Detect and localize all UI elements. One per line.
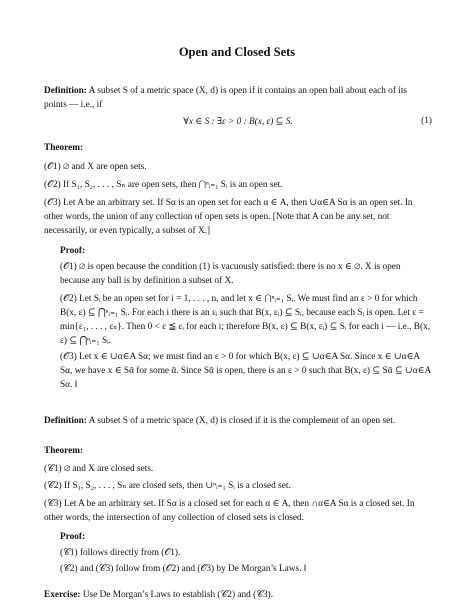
theorem-c3: (𝒞3) Let A be an arbitrary set. If Sα is a closed set for each α ∈ A, then ∩α∈A Sα is a closed set. In other words, the intersection of any collection of closed sets is closed. — [44, 499, 415, 523]
open-definition-label: Definition: — [44, 86, 87, 96]
open-definition-text: A subset S of a metric space (X, d) is open if it contains an open ball about each of its points — i.e., if — [44, 86, 408, 110]
theorem-o2: (𝒪2) If S₁, S₂, . . . , Sₙ are open sets, then ⋂ⁿᵢ₌₁ Sᵢ is an open set. — [44, 180, 283, 190]
proof-o2: (𝒪2) Let Sᵢ be an open set for i = 1, . . . , n, and let x ∈ ⋂ⁿᵢ₌₁ Sᵢ. We must find an ε > 0 for which B(x, ε) ⊆ ⋂ⁿᵢ₌₁ Sᵢ. For each i there is an εᵢ such that B(x, εᵢ) ⊆ Sᵢ, because each Sᵢ is open. Let ε = min{ε₁, . . . , εₙ}. Then 0 < ε ≦ εᵢ for each i; therefore B(x, ε) ⊆ B(x, εᵢ) ⊆ Sᵢ for each i — i.e., B(x, ε) ⊆ ⋂ⁿᵢ₌₁ Sᵢ. — [60, 294, 431, 346]
exercise-text: Use De Morgan’s Laws to establish (𝒞2) and (𝒞3). — [82, 590, 274, 600]
theorem-c2: (𝒞2) If S₁, S₂, . . . , Sₙ are closed sets, then ∪ⁿᵢ₌₁ Sᵢ is a closed set. — [44, 481, 291, 491]
proof-o3: (𝒪3) Let x ∈ ∪α∈A Sα; we must find an ε > 0 for which B(x, ε) ⊆ ∪α∈A Sα. Since x ∈ ∪α∈A Sα, we have x ∈ Sᾱ for some ᾱ. Since Sᾱ is open, there is an ε > 0 such that B(x, ε) ⊆ Sᾱ ⊆ ∪α∈A Sα. ‖ — [60, 352, 431, 390]
proof-c2: (𝒞2) and (𝒞3) follow from (𝒪2) and (𝒪3) by De Morgan’s Laws. ‖ — [60, 564, 307, 574]
page-title: Open and Closed Sets — [178, 45, 296, 59]
open-definition — [44, 84, 432, 112]
open-condition-display — [44, 116, 432, 127]
theorem-o1: (𝒪1) ∅ and X are open sets. — [44, 162, 147, 172]
proof-open-heading: Proof: — [60, 246, 86, 256]
open-condition-formula: ∀x ∈ S : ∃ε > 0 : B(x, ε) ⊆ S. — [183, 117, 293, 127]
exercise-label: Exercise: — [44, 590, 81, 600]
equation-number: (1) — [421, 116, 432, 126]
proof-c1: (𝒞1) follows directly from (𝒪1). — [60, 548, 181, 558]
closed-definition-text: A subset S of a metric space (X, d) is closed if it is the complement of an open set. — [88, 416, 396, 426]
exercise — [44, 588, 432, 602]
theorem-closed-heading: Theorem: — [44, 446, 84, 456]
closed-definition — [44, 414, 432, 428]
theorem-o3: (𝒪3) Let A be an arbitrary set. If Sα is an open set for each α ∈ A, then ∪α∈A Sα is an open set. In other words, the union of any collection of open sets is open. [Note that A can be any set, not necessarily, or even typically, a subset of X.] — [44, 198, 413, 236]
theorem-open-heading: Theorem: — [44, 143, 84, 153]
closed-definition-label: Definition: — [44, 416, 87, 426]
theorem-c1: (𝒞1) ∅ and X are closed sets. — [44, 464, 154, 474]
proof-closed-heading: Proof: — [60, 532, 86, 542]
proof-o1: (𝒪1) ∅ is open because the condition (1) is vacuously satisfied: there is no x ∈ ∅. X is open because any ball is by definition a subset of X. — [60, 262, 401, 286]
